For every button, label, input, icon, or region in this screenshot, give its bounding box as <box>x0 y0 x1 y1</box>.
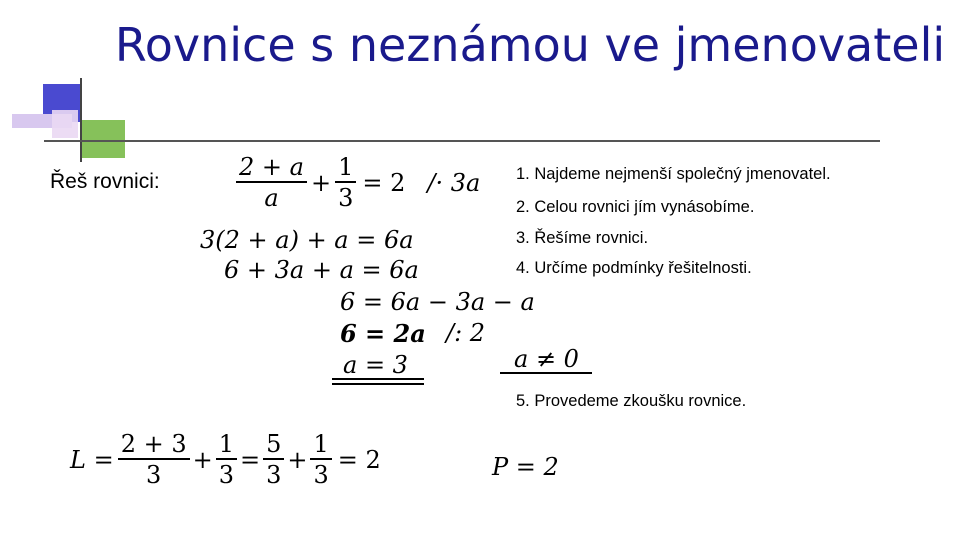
check-fraction-2 <box>216 430 237 490</box>
plus-sign: + <box>287 446 308 474</box>
step-1: 1. Najdeme nejmenší společný jmenovatel. <box>516 165 831 183</box>
fraction-denominator: 3 <box>338 184 354 212</box>
plus-sign: + <box>192 446 213 474</box>
fraction-denominator: a <box>264 184 279 212</box>
equation-rhs: = 2 <box>362 169 406 197</box>
check-fraction-1 <box>118 430 190 490</box>
fraction-numerator: 5 <box>263 430 284 460</box>
step-4: 4. Určíme podmínky řešitelnosti. <box>516 259 752 277</box>
step-5: 5. Provedeme zkoušku rovnice. <box>516 392 747 410</box>
fraction-numerator: 1 <box>216 430 237 460</box>
check-left-result: = 2 <box>337 446 381 474</box>
main-equation <box>236 153 480 213</box>
step-2: 2. Celou rovnici jím vynásobíme. <box>516 198 755 216</box>
deco-light-square <box>52 110 78 138</box>
fraction-numerator: 2 + a <box>236 153 307 183</box>
fraction-denominator: 3 <box>313 461 329 489</box>
check-left <box>70 430 381 490</box>
fraction-numerator: 1 <box>335 153 356 183</box>
equals-sign: = <box>239 446 261 474</box>
multiply-note: /· 3a <box>427 169 481 197</box>
plus-sign: + <box>310 169 332 197</box>
check-left-lhs: L = <box>70 446 114 474</box>
fraction-denominator: 3 <box>266 461 282 489</box>
check-fraction-4 <box>310 430 331 490</box>
deco-green-square <box>81 120 125 158</box>
check-right: P = 2 <box>492 453 559 481</box>
fraction-denominator: 3 <box>218 461 234 489</box>
step-3: 3. Řešíme rovnici. <box>516 229 649 247</box>
fraction-denominator: 3 <box>146 461 162 489</box>
fraction-lhs-1 <box>236 153 307 213</box>
result-double-underline <box>332 378 424 385</box>
task-label: Řeš rovnici: <box>50 170 160 193</box>
condition: a ≠ 0 <box>514 345 579 373</box>
solution-line-3: 6 = 6a − 3a − a <box>340 288 535 316</box>
check-fraction-3 <box>263 430 284 490</box>
solution-line-5: a = 3 <box>343 351 408 379</box>
solution-line-4: 6 = 2a <box>340 319 426 348</box>
page-title: Rovnice s neznámou ve jmenovateli <box>114 18 946 72</box>
divide-note: /: 2 <box>446 319 486 347</box>
fraction-numerator: 2 + 3 <box>118 430 190 460</box>
solution-line-1: 3(2 + a) + a = 6a <box>200 226 414 254</box>
fraction-lhs-2 <box>335 153 356 213</box>
fraction-numerator: 1 <box>310 430 331 460</box>
solution-line-2: 6 + 3a + a = 6a <box>224 256 419 284</box>
condition-underline <box>500 372 592 374</box>
